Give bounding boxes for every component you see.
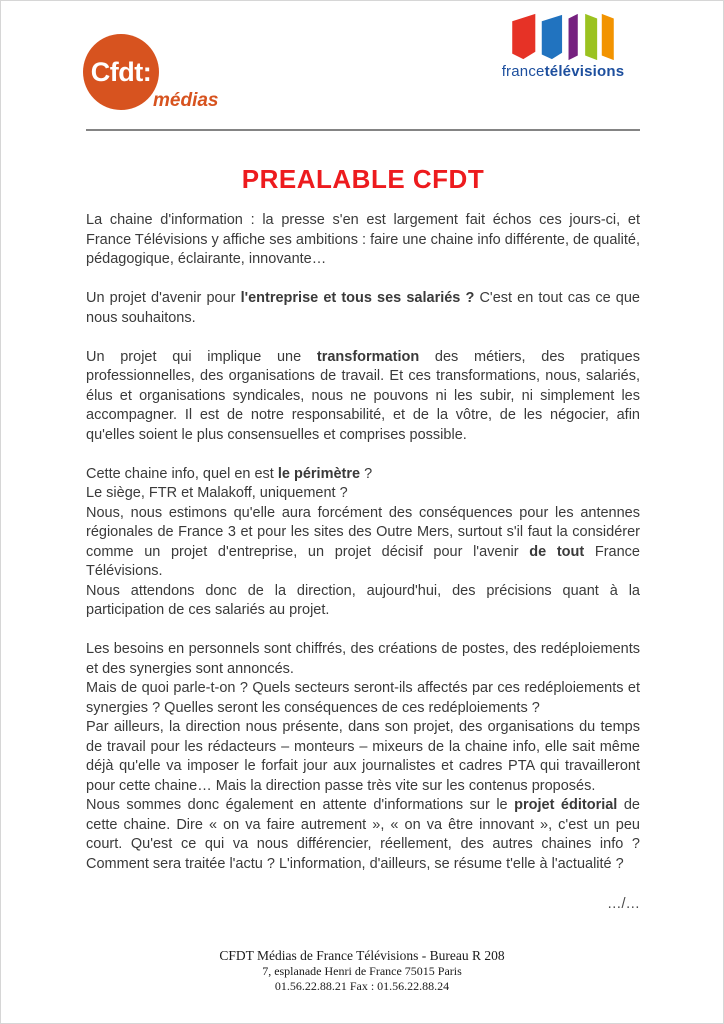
cfdt-circle-icon bbox=[83, 34, 159, 110]
paragraph: Un projet qui implique une transformation des métiers, des pratiques professionnelles, des organisations de travail. Et ces transformations, nous, salariés, élus et organisations syndicales, nous ne pouvons ni les subir, ni simplement les accompagner. Il est de notre responsabilité, et de la vôtre, de les négocier, afin qu'elles soient le plus consensuelles et comprises possible. bbox=[86, 348, 640, 443]
paragraph: Nous, nous estimons qu'elle aura forcément des conséquences pour les antennes régionales de France 3 et pour les sites des Outre Mers, surtout s'il faut la considérer comme un projet d'entreprise, un projet décisif pour l'avenir de tout France Télévisions. bbox=[86, 504, 640, 579]
ftv-word-france: france bbox=[501, 63, 545, 80]
france-televisions-logo bbox=[488, 13, 638, 80]
page-title: PREALABLE CFDT bbox=[241, 164, 485, 194]
ftv-word-televisions: télévisions bbox=[544, 63, 625, 80]
page-footer bbox=[1, 948, 723, 993]
paragraph: Un projet d'avenir pour l'entreprise et tous ses salariés ? C'est en tout cas ce que nous souhaitons. bbox=[86, 290, 640, 326]
cfdt-medias-label: médias bbox=[153, 90, 219, 111]
france-televisions-bars-icon bbox=[511, 13, 615, 61]
paragraph: Par ailleurs, la direction nous présente, dans son projet, des organisations du temps de travail pour les rédacteurs – monteurs – mixeurs de la chaine info, elle sait même déjà qu'elle va imposer le forfait jour aux journalistes et cadres PTA qui travailleront pour cette chaine… Mais la direction passe très vite sur les contenus proposés. bbox=[86, 719, 640, 794]
cfdt-medias-logo bbox=[83, 34, 243, 124]
ftv-bar-red bbox=[512, 14, 535, 59]
footer-address-line: CFDT Médias de France Télévisions - Bureau R 208 bbox=[219, 948, 505, 963]
paragraph: Nous sommes donc également en attente d'informations sur le projet éditorial de cette chaine. Dire « on va faire autrement », « on va être innovant », c'est un peu court. Qu'est ce qui va nous différencier, réellement, des autres chaines info ? Comment sera traitée l'actu ? L'information, d'ailleurs, se résume t'elle à l'actualité ? bbox=[86, 797, 640, 872]
footer-phone-line: 01.56.22.88.21 Fax : 01.56.22.88.24 bbox=[274, 978, 450, 993]
ftv-bar-orange bbox=[602, 14, 614, 60]
cfdt-logo-text: Cfdt: bbox=[90, 56, 152, 87]
ftv-bar-green bbox=[585, 14, 597, 60]
continuation-mark: …/… bbox=[606, 896, 640, 912]
ftv-bar-purple bbox=[569, 14, 578, 60]
paragraph: Mais de quoi parle-t-on ? Quels secteurs seront-ils affectés par ces redéploiements et synergies ? Quelles seront les conséquences de ces redéploiements ? bbox=[86, 680, 640, 716]
paragraph: Les besoins en personnels sont chiffrés, des créations de postes, des redéploiements et des synergies sont annoncés. bbox=[86, 641, 640, 677]
paragraph: Le siège, FTR et Malakoff, uniquement ? bbox=[86, 485, 348, 501]
paragraph: Nous attendons donc de la direction, aujourd'hui, des précisions quant à la participation de ces salariés au projet. bbox=[86, 582, 640, 618]
header bbox=[86, 1, 640, 129]
document-body bbox=[86, 211, 640, 874]
paragraph: La chaine d'information : la presse s'en est largement fait échos ces jours-ci, et France Télévisions y affiche ses ambitions : faire une chaine info différente, de qualité, pédagogique, éclairante, innovante… bbox=[86, 212, 640, 267]
header-divider bbox=[86, 129, 640, 131]
france-televisions-wordmark bbox=[488, 63, 638, 80]
paragraph: Cette chaine info, quel en est le périmètre ? bbox=[86, 465, 373, 482]
ftv-bar-blue bbox=[542, 15, 562, 59]
footer-address-line: 7, esplanade Henri de France 75015 Paris bbox=[262, 964, 462, 978]
